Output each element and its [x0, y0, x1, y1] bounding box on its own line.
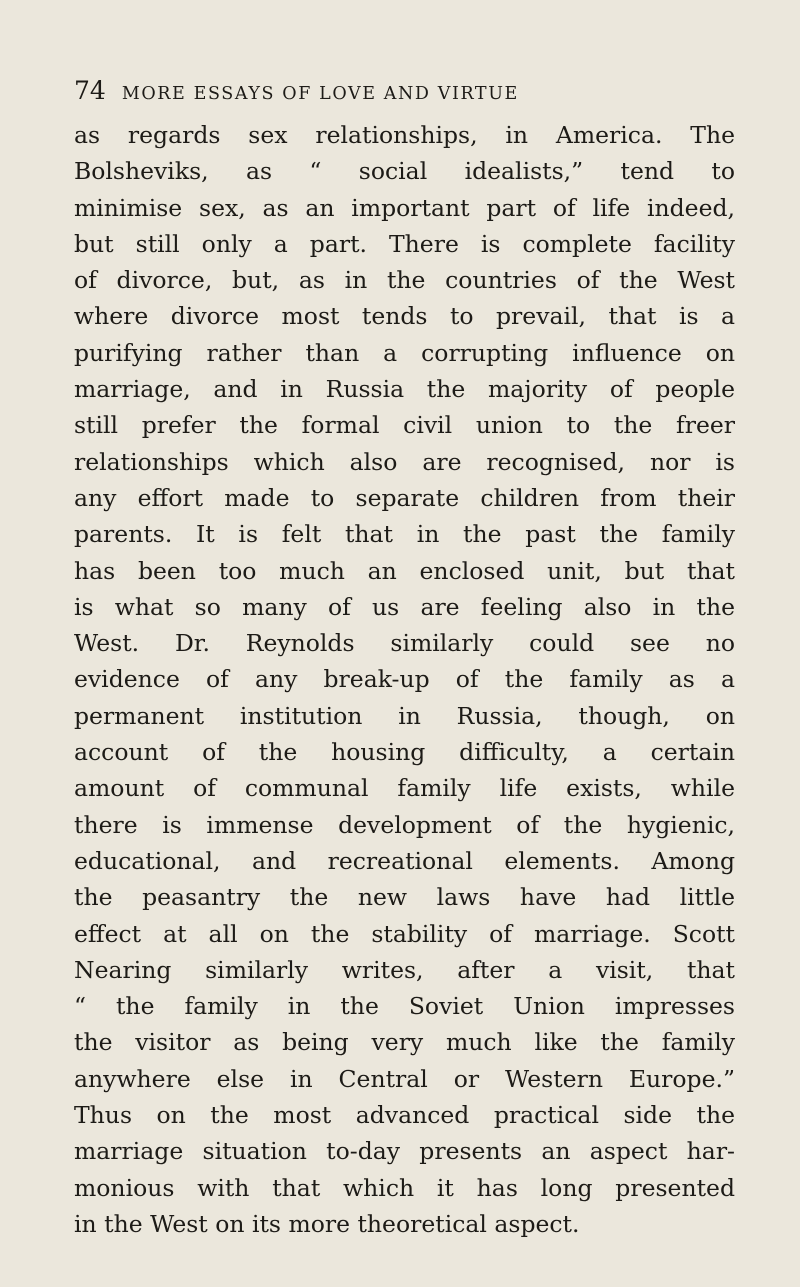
- text-line: there is immense development of the hygienic,: [74, 810, 735, 839]
- text-line: permanent institution in Russia, though, on: [74, 701, 735, 730]
- text-line: any effort made to separate children from their: [74, 483, 735, 512]
- text-line: in the West on its more theoretical aspect.: [74, 1209, 580, 1238]
- text-line: marriage, and in Russia the majority of people: [74, 375, 735, 404]
- text-line: purifying rather than a corrupting influence on: [74, 338, 735, 367]
- text-line: West. Dr. Reynolds similarly could see no: [74, 629, 735, 658]
- text-line: parents. It is felt that in the past the family: [74, 520, 735, 549]
- text-line: relationships which also are recognised, nor is: [74, 447, 735, 476]
- text-line: has been too much an enclosed unit, but that: [74, 556, 735, 585]
- text-line: amount of communal family life exists, while: [74, 774, 735, 803]
- text-line: as regards sex relationships, in America. The: [74, 121, 735, 149]
- text-line: Thus on the most advanced practical side the: [74, 1101, 735, 1130]
- text-line: is what so many of us are feeling also in the: [74, 592, 735, 621]
- text-line: of divorce, but, as in the countries of the West: [74, 266, 735, 295]
- page-number: 74: [74, 76, 106, 105]
- text-line: but still only a part. There is complete facility: [74, 229, 735, 258]
- text-line: anywhere else in Central or Western Europe.”: [74, 1064, 735, 1093]
- text-line: the peasantry the new laws have had little: [74, 883, 735, 912]
- running-title: MORE ESSAYS OF LOVE AND VIRTUE: [121, 84, 519, 104]
- text-line: educational, and recreational elements. Among: [74, 846, 735, 875]
- text-line: effect at all on the stability of marriage. Scott: [74, 919, 735, 948]
- running-head: [74, 76, 694, 106]
- text-line: evidence of any break-up of the family as a: [74, 665, 735, 694]
- text-line: the visitor as being very much like the family: [74, 1028, 735, 1057]
- text-line: Bolsheviks, as “ social idealists,” tend to: [74, 157, 735, 186]
- body-text: [74, 117, 735, 1242]
- text-line: minimise sex, as an important part of life indeed,: [74, 193, 735, 222]
- text-line: marriage situation to-day presents an aspect har-: [74, 1137, 735, 1166]
- text-line: “ the family in the Soviet Union impresses: [74, 992, 735, 1021]
- text-line: Nearing similarly writes, after a visit, that: [74, 955, 735, 984]
- text-line: monious with that which it has long presented: [74, 1173, 735, 1202]
- text-line: account of the housing difficulty, a certain: [74, 738, 735, 767]
- text-line: where divorce most tends to prevail, that is a: [74, 302, 735, 331]
- text-line: still prefer the formal civil union to the freer: [74, 411, 735, 440]
